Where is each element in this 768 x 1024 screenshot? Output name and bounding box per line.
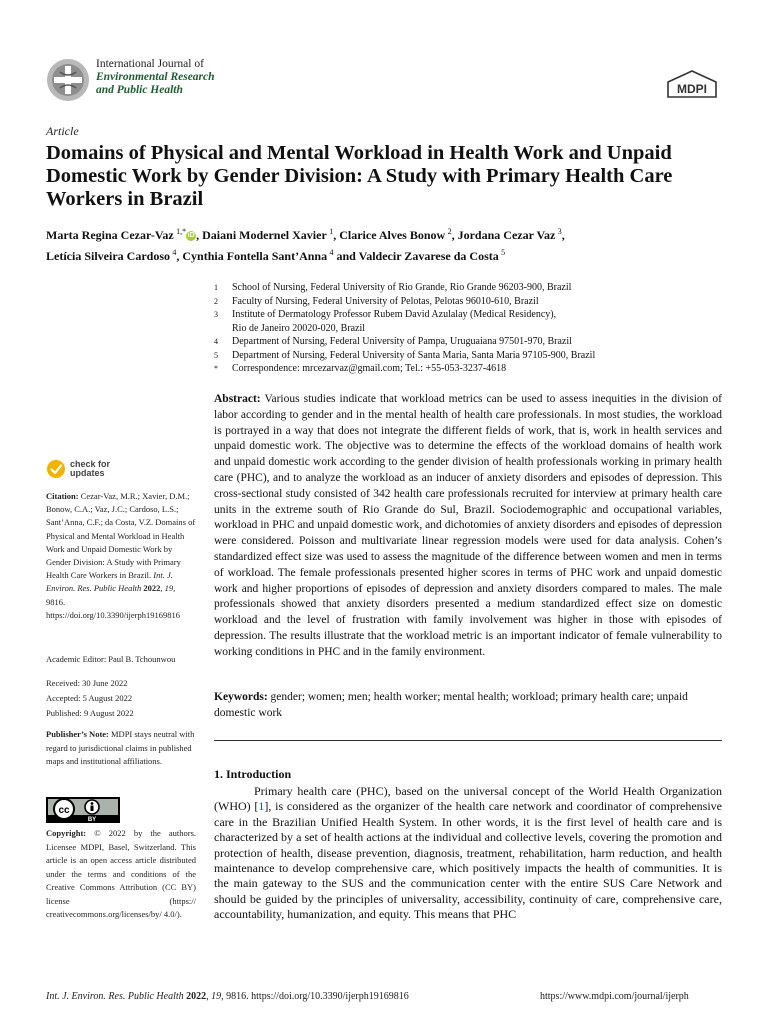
affiliation-text: Institute of Dermatology Professor Rubem David Azulalay (Medical Residency), (232, 309, 557, 320)
affiliation-text: Rio de Janeiro 20020-020, Brazil (232, 322, 366, 334)
copyright-text: © 2022 by the authors. Licensee MDPI, Basel, Switzerland. This article is an open access article distributed under the terms and conditions of the Creative Commons Attribution (CC BY) license (https:// creativecommons.org/licenses/by/ 4.0/). (46, 828, 196, 919)
author-affiliation-mark: 4 (329, 248, 334, 257)
check-for-updates-line1: check for (70, 459, 111, 469)
affiliation-mark: 2 (214, 296, 218, 306)
affiliations (214, 281, 714, 376)
article-title: Domains of Physical and Mental Workload in Health Work and Unpaid Domestic Work by Gender Division: A Study with Primary Health Care Workers in Brazil (46, 142, 673, 210)
author-name: Clarice Alves Bonow (339, 228, 446, 242)
section-heading-introduction: 1. Introduction (214, 767, 292, 781)
check-for-updates-text (70, 460, 110, 478)
section-divider (214, 740, 722, 741)
citation-text: Cezar-Vaz, M.R.; Xavier, D.M.; Bonow, C.A.; Vaz, J.C.; Cardoso, L.S.; Sant’Anna, C.F.; da Costa, V.Z. Domains of Physical and Mental Workload in Health Work and Unpaid Domestic Work by Gender Division: A Study with Primary Health Care Workers in Brazil. (46, 491, 196, 581)
publisher-note (46, 728, 196, 769)
journal-name (96, 58, 215, 97)
academic-editor: Academic Editor: Paul B. Tchounwou (46, 654, 176, 664)
affiliation-item (214, 295, 714, 309)
affiliation-text: Faculty of Nursing, Federal University of Pelotas, Pelotas 96010-610, Brazil (232, 295, 539, 307)
affiliation-mark: 3 (214, 310, 218, 319)
author-name: Marta Regina Cezar-Vaz (46, 228, 174, 242)
cc-by-license-icon[interactable] (46, 797, 120, 823)
publisher-note-text: MDPI stays neutral with regard to jurisdictional claims in published maps and institutional affiliations. (46, 729, 195, 766)
intro-text-part2: ], is considered as the organizer of the health care network and coordinator of comprehensive care in the Brazilian Unified Health System. In other words, it is the first level of health care and is characterized by a set of health actions at the individual and collective levels, covering the promotion and protection of health, disease prevention, diagnosis, treatment, rehabilitation, harm reduction, and health maintenance to develop comprehensive care, which positively impacts the health of communities. It is the main gateway to the SUS and the communication center with the entire SUS Care Network and should be guided by the principles of universality, accessibility, continuity of care, comprehensive care, accountability, humanization, and equity. This means that PHC (214, 799, 722, 922)
journal-name-line2: Environmental Research (96, 71, 215, 83)
affiliation-item (214, 349, 714, 363)
footer-volume: 19 (211, 991, 222, 1002)
copyright-label: Copyright: (46, 828, 87, 838)
author-name: Jordana Cezar Vaz (457, 228, 556, 242)
correspondence[interactable] (214, 362, 714, 376)
author-name: Cynthia Fontella Sant’Anna (182, 249, 328, 263)
affiliation-mark: * (214, 364, 218, 373)
check-for-updates-line2: updates (70, 468, 105, 478)
cc-badge-by-text: BY (87, 817, 97, 823)
affiliation-mark: 4 (214, 337, 218, 346)
keywords-text: gender; women; men; health worker; mental health; workload; primary health care; unpaid domestic work (214, 691, 688, 719)
journal-logo (46, 58, 90, 102)
affiliation-text: School of Nursing, Federal University of Rio Grande, Rio Grande 96203-900, Brazil (232, 282, 572, 293)
author-affiliation-mark: 1 (329, 227, 334, 236)
affiliation-text: Department of Nursing, Federal University of Santa Maria, Santa Maria 97105-900, Brazil (232, 349, 596, 361)
abstract (214, 392, 722, 661)
affiliation-item (214, 335, 714, 349)
abstract-label: Abstract: (214, 393, 261, 405)
footer-citation: Int. J. Environ. Res. Public Health 2022, 19, 9816. https://doi.org/10.3390/ijerph19169816 (46, 991, 409, 1002)
citation-volume: 19 (164, 583, 174, 594)
publisher-note-label: Publisher’s Note: (46, 729, 109, 739)
mdpi-logo-text: MDPI (677, 82, 707, 96)
affiliation-item (214, 308, 714, 322)
article-type: Article (46, 124, 79, 138)
author-affiliation-mark: 4 (172, 248, 177, 257)
mdpi-logo (666, 70, 718, 98)
journal-name-line1: International Journal of (96, 58, 204, 70)
keywords-label: Keywords: (214, 691, 268, 703)
cc-badge-cc-text: cc (58, 805, 70, 816)
reference-link[interactable]: 1 (258, 799, 265, 814)
correspondence-text: Correspondence: mrcezarvaz@gmail.com; Tel.: +55-053-3237-4618 (232, 363, 507, 374)
affiliation-item (214, 281, 714, 295)
affiliation-mark: 5 (214, 350, 218, 360)
citation: Citation: Cezar-Vaz, M.R.; Xavier, D.M.; Bonow, C.A.; Vaz, J.C.; Cardoso, L.S.; Sant’Anna, C.F.; da Costa, V.Z. Domains of Physical and Mental Workload in Health Work and Unpaid Domestic Work by Gender Division: A Study with Primary Health Care Workers in Brazil. Int. J. Environ. Res. Public Health 2022, 19, 9816. https://doi.org/10.3390/ijerph19169816 (46, 491, 196, 620)
author-name: Daiani Modernel Xavier (202, 228, 327, 242)
affiliation-mark: 1 (214, 283, 218, 292)
author-name: Letícia Silveira Cardoso (46, 249, 170, 263)
copyright-notice (46, 827, 196, 922)
citation-label: Citation: (46, 491, 79, 501)
footer-doi[interactable]: , 9816. https://doi.org/10.3390/ijerph19169816 (221, 991, 409, 1002)
keywords (214, 690, 722, 722)
date-received: Received: 30 June 2022 (46, 678, 128, 688)
footer-journal-url[interactable]: https://www.mdpi.com/journal/ijerph (540, 991, 689, 1002)
affiliation-mark (214, 322, 232, 336)
affiliation-item (214, 322, 714, 336)
author-list: Marta Regina Cezar-Vaz $^{1,*}$ iD , Daiani Modernel Xavier $^1$, Clarice Alves Bonow $^2$, Jordana Cezar Vaz $^3$, Letícia Silveira Cardoso $^4$, Cynthia Fontella Sant’Anna $^4$ and Valdecir Zavarese da Costa $^5$ (46, 227, 565, 263)
footer-journal: Int. J. Environ. Res. Public Health (46, 991, 184, 1002)
abstract-text: Various studies indicate that workload metrics can be used to assess inequities in the division of labor according to gender and in the mental health of health care professionals. In most studies, the workload is portrayed in a way that does not integrate the different fields of work, that is, work in health services and unpaid domestic work. The objective was to determine the effects of the workload domains of health work and unpaid domestic work according to the gender division of health professionals working in primary health care (PHC), and to analyze the workload as an inducer of anxiety disorders and episodes of depression. This cross-sectional study consisted of 342 health care professionals recruited for interview at primary health care units in the extreme south of Rio Grande do Sul, Brazil. Sociodemographic and occupational variables, workload in PHC and unpaid domestic work, and dichotomies of anxiety disorders and episodes of depression were considered. Poisson and multivariate linear regression models were used for data analysis. Cohen’s standardized effect size was used to assess the magnitude of the difference between women and men in terms of workload. The female professionals presented higher scores in terms of PHC work and unpaid domestic work and higher proportions of episodes of depression and anxiety disorders compared to males. The male professionals showed that anxiety disorders presented a medium standardized effect size on domestic workload and the level of frustration with family involvement was higher in those with episodes of depression. The results illustrate that the workload metric is an important indicator of female vulnerability to working conditions in PHC and in the family environment. (214, 393, 722, 658)
author-affiliation-mark: 1,* (176, 227, 187, 236)
author-name: Valdecir Zavarese da Costa (358, 249, 499, 263)
citation-journal: Int. J. Environ. Res. Public Health (46, 570, 173, 594)
introduction-paragraph (214, 784, 722, 923)
affiliation-text: Department of Nursing, Federal University of Pampa, Uruguaiana 97501-970, Brazil (232, 336, 572, 347)
citation-year: 2022 (143, 583, 161, 594)
journal-name-line3: and Public Health (96, 84, 183, 96)
orcid-icon[interactable]: iD (187, 232, 195, 240)
footer-year: 2022 (186, 991, 207, 1002)
author-affiliation-mark: 3 (557, 227, 562, 236)
publication-dates (46, 676, 134, 721)
citation-doi[interactable]: , 9816. https://doi.org/10.3390/ijerph19169816 (46, 583, 180, 620)
intro-text-part1: Primary health care (PHC), based on the universal concept of the World Health Organization (WHO) [ (214, 784, 722, 814)
check-for-updates-button[interactable] (46, 459, 110, 479)
date-accepted: Accepted: 5 August 2022 (46, 693, 133, 703)
check-for-updates-icon (46, 459, 66, 479)
date-published: Published: 9 August 2022 (46, 708, 134, 718)
author-affiliation-mark: 5 (501, 248, 506, 257)
author-affiliation-mark: 2 (447, 227, 452, 236)
